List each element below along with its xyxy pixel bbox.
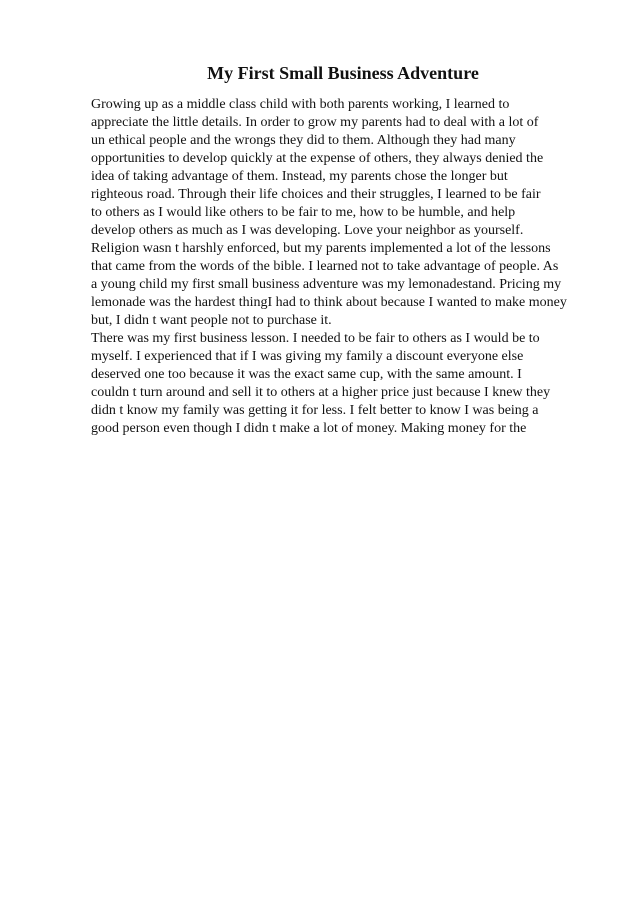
body-line: opportunities to develop quickly at the expense of others, they always denied the bbox=[91, 151, 544, 166]
body-line: appreciate the little details. In order to grow my parents had to deal with a lot of bbox=[91, 115, 539, 130]
body-line: good person even though I didn t make a lot of money. Making money for the bbox=[91, 421, 527, 436]
body-line: a young child my first small business adventure was my lemonadestand. Pricing my bbox=[91, 277, 562, 292]
body-line: couldn t turn around and sell it to others at a higher price just because I knew they bbox=[91, 385, 551, 400]
body-line: un ethical people and the wrongs they did to them. Although they had many bbox=[91, 133, 516, 148]
body-line: lemonade was the hardest thingI had to think about because I wanted to make money bbox=[91, 295, 567, 310]
document-body bbox=[91, 96, 611, 438]
body-line: didn t know my family was getting it for less. I felt better to know I was being a bbox=[91, 403, 539, 418]
body-line: There was my first business lesson. I needed to be fair to others as I would be to bbox=[91, 331, 540, 346]
body-line: deserved one too because it was the exact same cup, with the same amount. I bbox=[91, 367, 522, 382]
body-line: Religion wasn t harshly enforced, but my parents implemented a lot of the lessons bbox=[91, 241, 551, 256]
body-line: myself. I experienced that if I was giving my family a discount everyone else bbox=[91, 349, 524, 364]
body-line: that came from the words of the bible. I learned not to take advantage of people. As bbox=[91, 259, 559, 274]
body-line: but, I didn t want people not to purchase it. bbox=[91, 313, 332, 328]
document-title: My First Small Business Adventure bbox=[207, 63, 479, 83]
body-line: idea of taking advantage of them. Instead, my parents chose the longer but bbox=[91, 169, 508, 184]
body-line: develop others as much as I was developing. Love your neighbor as yourself. bbox=[91, 223, 524, 238]
body-line: Growing up as a middle class child with both parents working, I learned to bbox=[91, 97, 510, 112]
body-line: righteous road. Through their life choices and their struggles, I learned to be fair bbox=[91, 187, 541, 202]
body-line: to others as I would like others to be fair to me, how to be humble, and help bbox=[91, 205, 516, 220]
